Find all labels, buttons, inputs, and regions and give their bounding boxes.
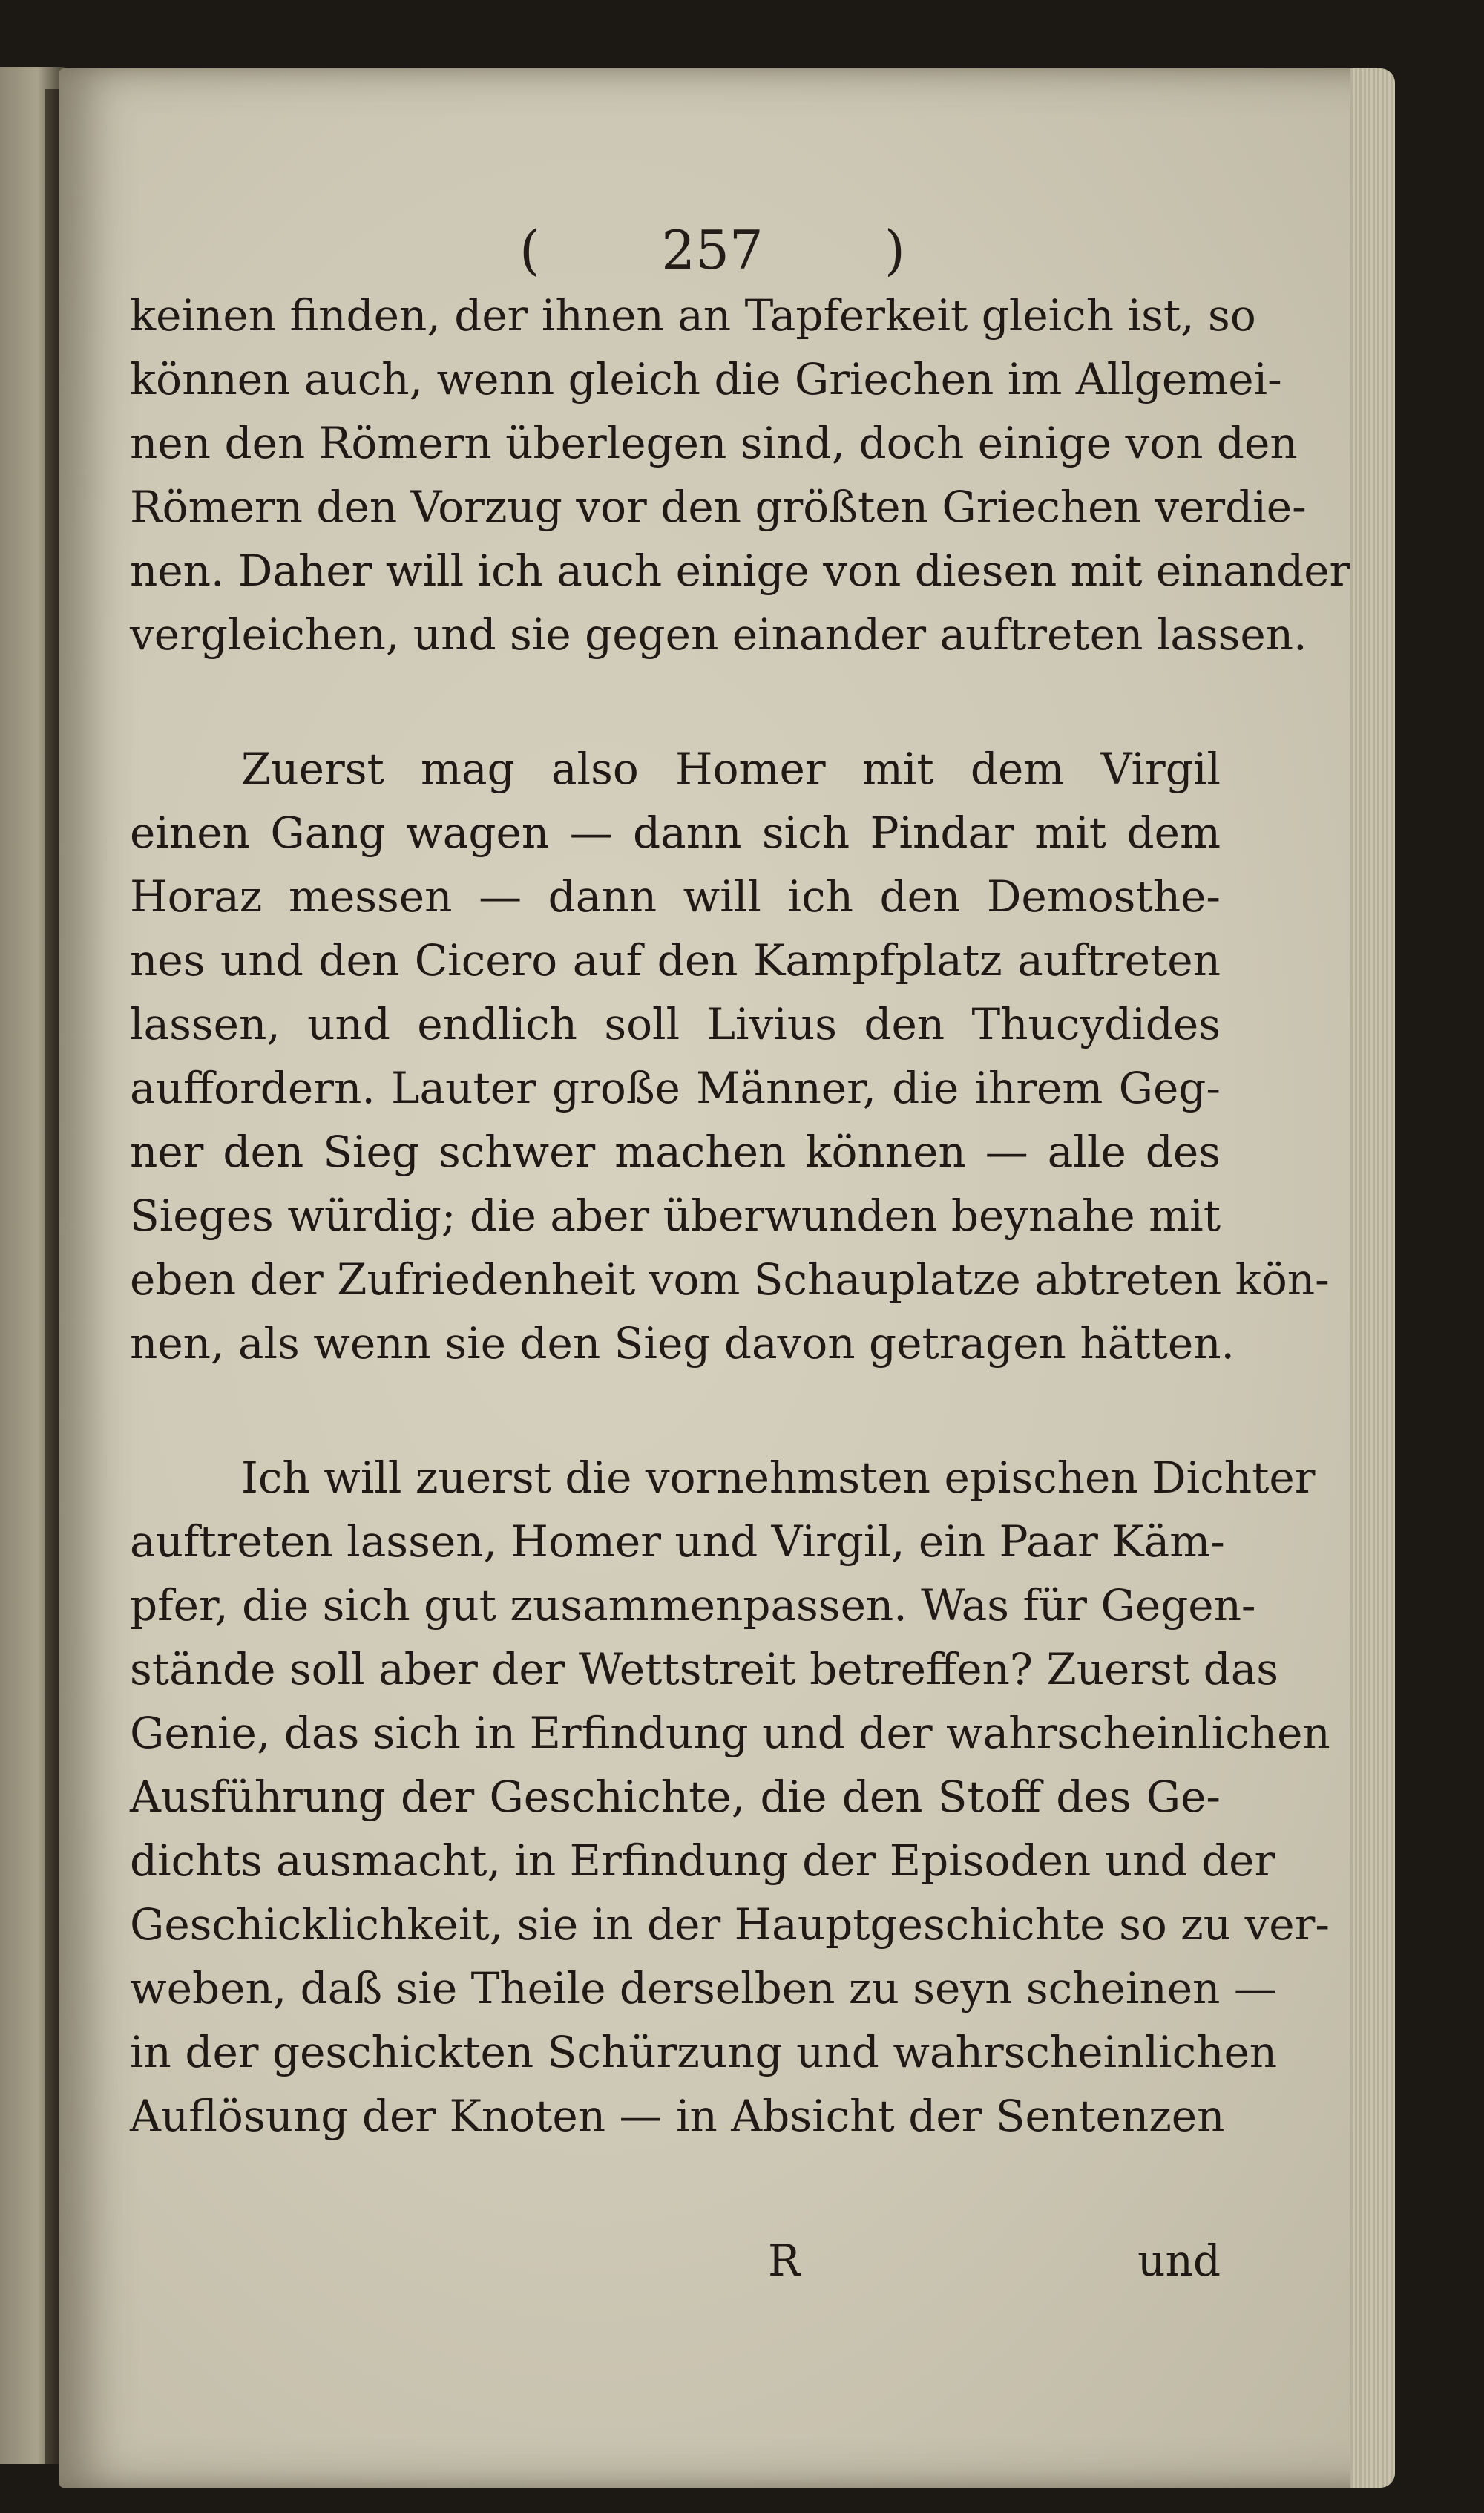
paragraph-1	[130, 284, 1350, 666]
page-footer	[130, 2235, 1221, 2302]
body-text	[130, 284, 1350, 2148]
text-line: Genie, das sich in Erfindung und der wahrscheinlichen	[130, 1708, 1330, 1758]
text-line: Geschicklichkeit, sie in der Hauptgeschichte so zu ver-	[130, 1899, 1330, 1950]
book-page	[59, 68, 1395, 2488]
text-line: nen. Daher will ich auch einige von diesen mit einander	[130, 545, 1350, 596]
text-line: Auflösung der Knoten — in Absicht der Sentenzen	[130, 2091, 1225, 2141]
text-line: weben, daß sie Theile derselben zu seyn scheinen —	[130, 1963, 1277, 2014]
text-line: können auch, wenn gleich die Griechen im Allgemei-	[130, 354, 1282, 404]
text-line: eben der Zufriedenheit vom Schauplatze abtreten kön-	[130, 1254, 1330, 1305]
signature-mark: R	[768, 2235, 801, 2286]
text-line: Ausführung der Geschichte, die den Stoff des Ge-	[130, 1772, 1221, 1822]
text-line: auffordern. Lauter große Männer, die ihrem Geg-	[130, 1063, 1221, 1113]
text-line: nen den Römern überlegen sind, doch einige von den	[130, 418, 1298, 468]
text-line: pfer, die sich gut zusammenpassen. Was für Gegen-	[130, 1580, 1256, 1631]
catchword: und	[1137, 2235, 1221, 2286]
text-line: nes und den Cicero auf den Kampfplatz auftreten	[130, 935, 1221, 986]
text-line: ner den Sieg schwer machen können — alle des	[130, 1127, 1221, 1177]
page-stack-edge	[1350, 68, 1395, 2488]
text-line: stände soll aber der Wettstreit betreffen? Zuerst das	[130, 1644, 1279, 1694]
text-line: in der geschickten Schürzung und wahrscheinlichen	[130, 2027, 1278, 2077]
text-line: dichts ausmacht, in Erfindung der Episoden und der	[130, 1835, 1275, 1886]
text-line: Zuerst mag also Homer mit dem Virgil	[241, 744, 1221, 794]
text-line: nen, als wenn sie den Sieg davon getragen hätten.	[130, 1318, 1235, 1369]
text-line: vergleichen, und sie gegen einander auftreten lassen.	[130, 609, 1307, 660]
text-line: Ich will zuerst die vornehmsten epischen Dichter	[241, 1452, 1316, 1503]
header-close-paren: )	[884, 219, 905, 281]
paragraph-3	[130, 1446, 1330, 2148]
text-line: Horaz messen — dann will ich den Demosthe-	[130, 871, 1221, 922]
header-open-paren: (	[519, 219, 541, 281]
text-line: Römern den Vorzug vor den größten Griechen verdie-	[130, 482, 1307, 532]
text-line: keinen finden, der ihnen an Tapferkeit gleich ist, so	[130, 290, 1256, 341]
text-line: Sieges würdig; die aber überwunden beynahe mit	[130, 1190, 1221, 1241]
text-line: auftreten lassen, Homer und Virgil, ein Paar Käm-	[130, 1516, 1225, 1567]
text-line: lassen, und endlich soll Livius den Thucydides	[130, 999, 1221, 1049]
page-number: 257	[661, 219, 764, 281]
text-line: einen Gang wagen — dann sich Pindar mit dem	[130, 807, 1221, 858]
paragraph-2	[130, 737, 1330, 1375]
